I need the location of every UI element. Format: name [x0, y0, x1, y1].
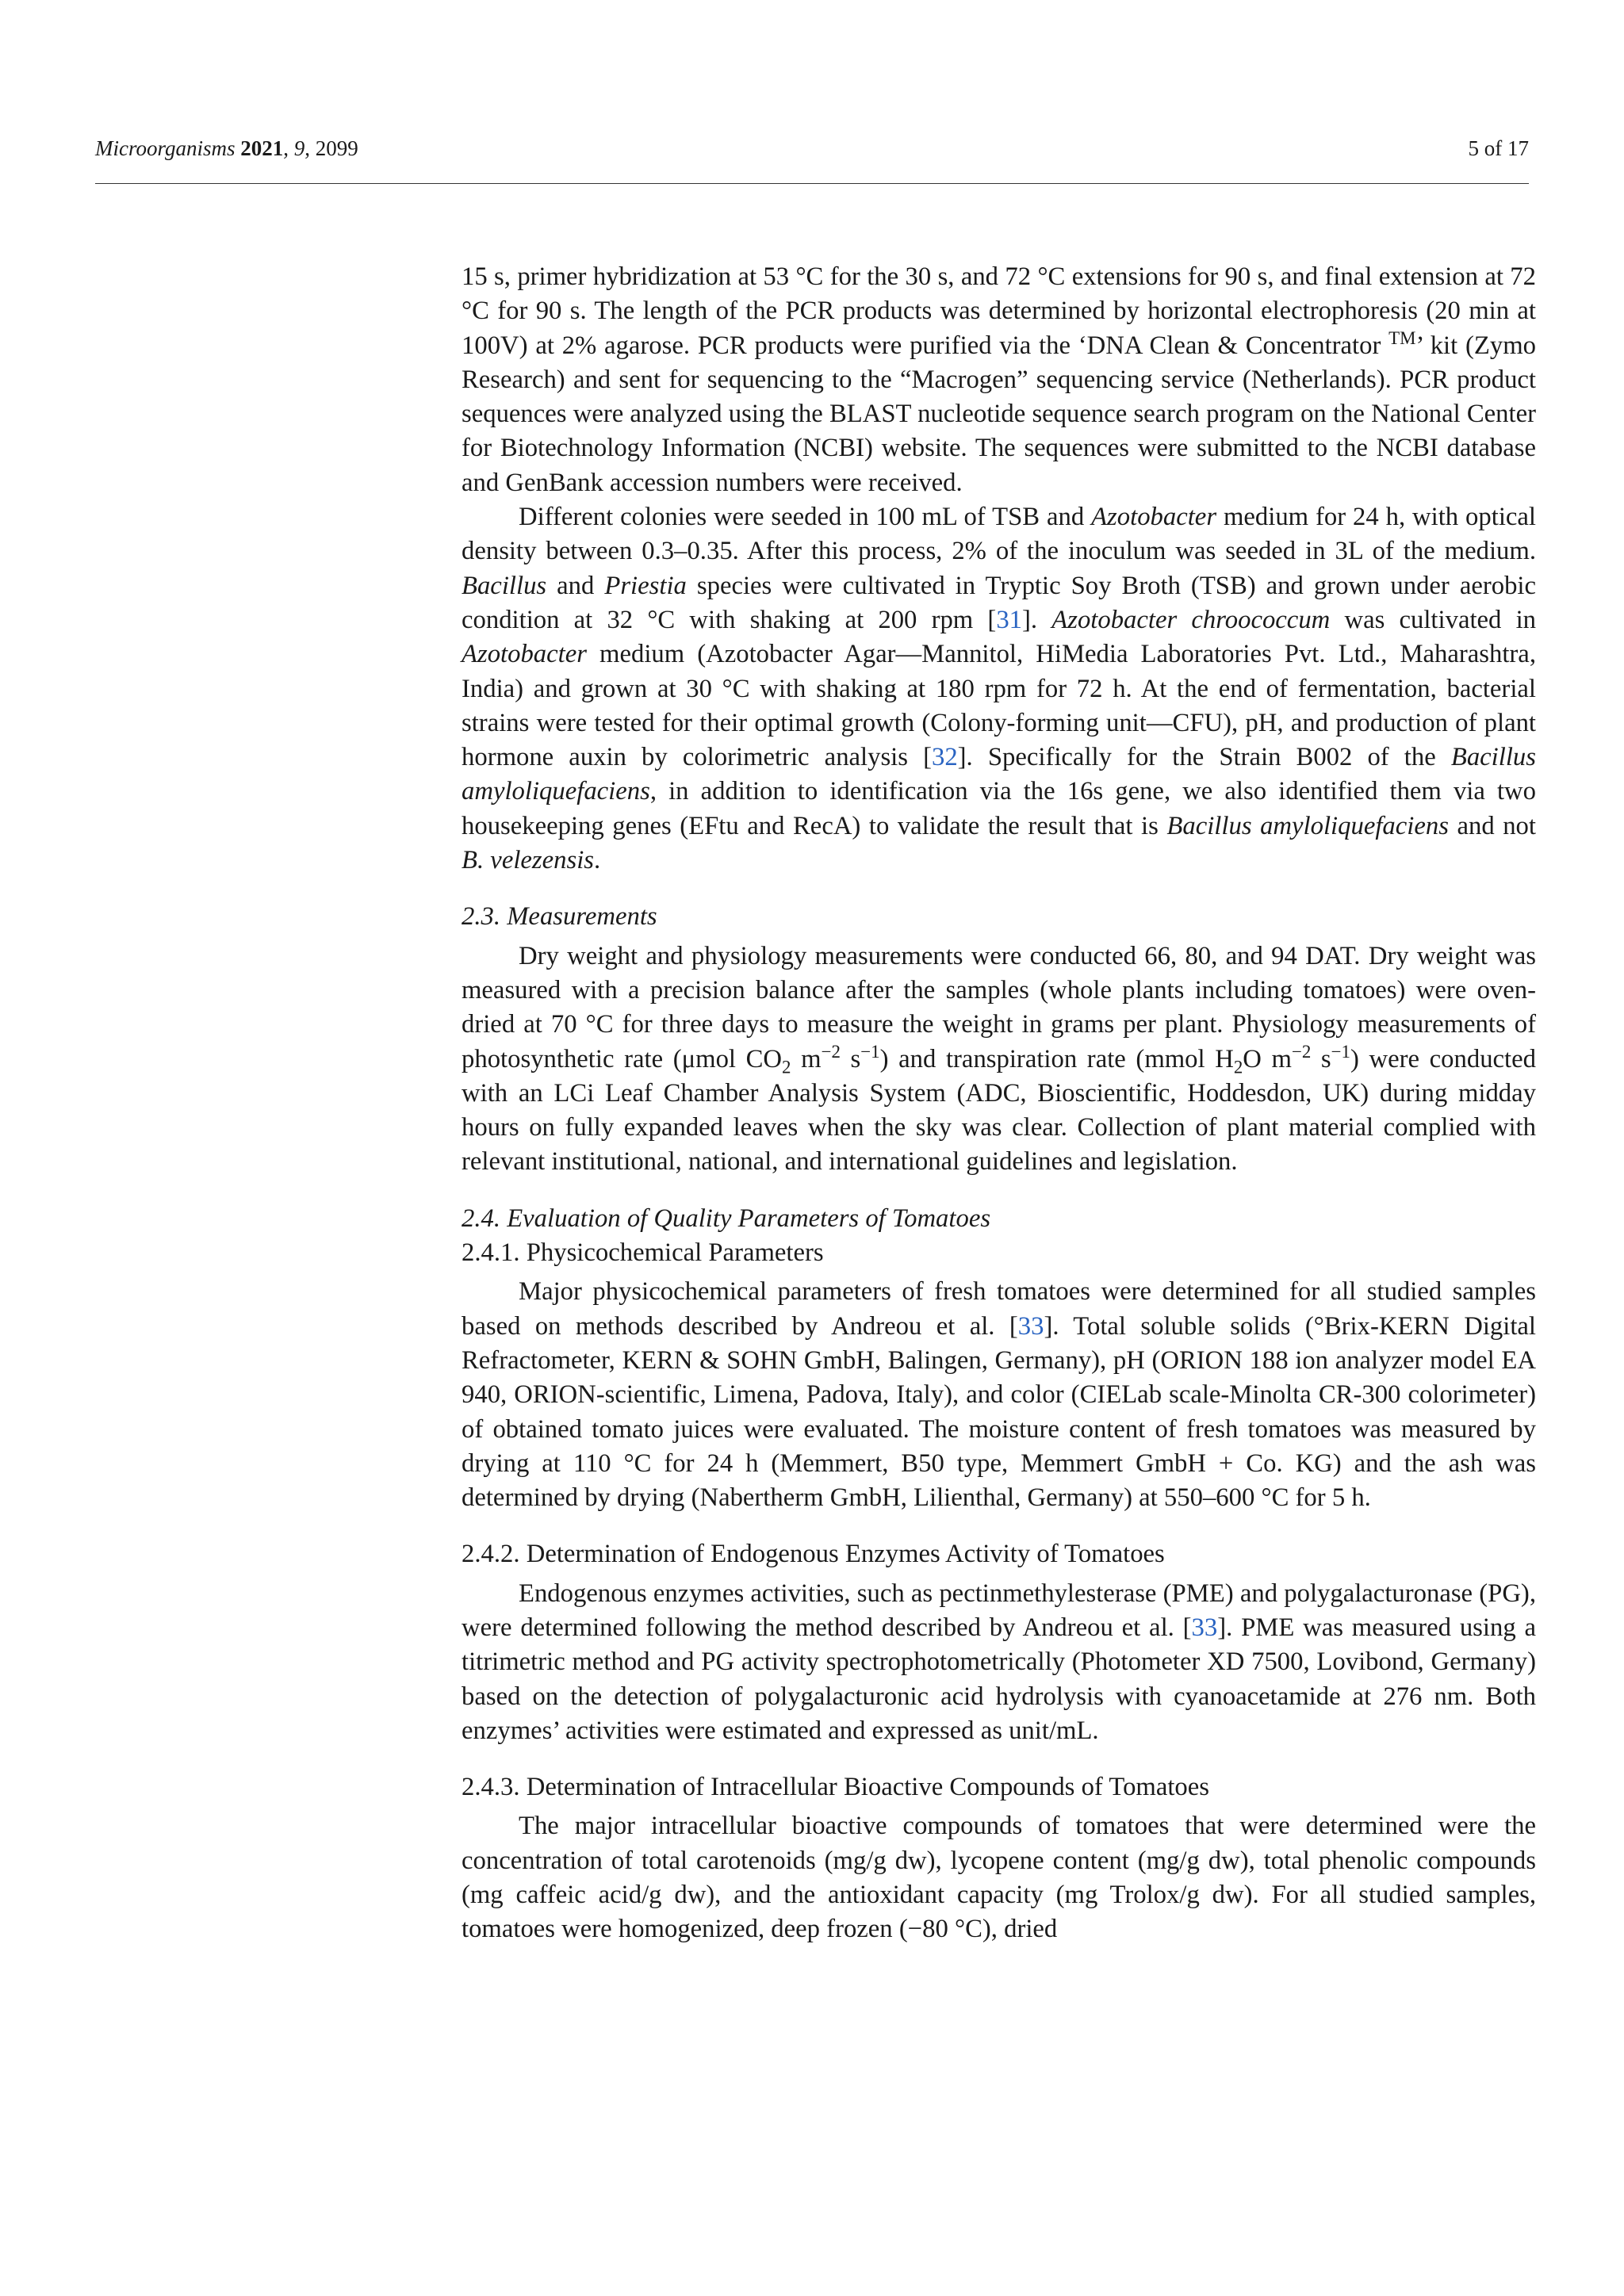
citation-link-31[interactable]: 31 [996, 605, 1022, 634]
paragraph-enzymes: Endogenous enzymes activities, such as pectinmethylesterase (PME) and polygalacturonase (PG), were determined following the method described by Andreou et al. [33]. PME was measured using a titrimetric method and PG activity spectrophotometrically (Photometer XD 7500, Lovibond, Germany) based on the detection of polygalacturonic acid hydrolysis with cyanoacetamide at 276 nm. Both enzymes’ activities were estimated and expressed as unit/mL. [462, 1578, 1536, 1745]
page-number: 5 of 17 [1468, 136, 1529, 160]
subsection-heading-bioactive: 2.4.3. Determination of Intracellular Bioactive Compounds of Tomatoes [462, 1773, 1210, 1802]
section-heading-quality: 2.4. Evaluation of Quality Parameters of Tomatoes [462, 1203, 991, 1233]
journal-volume: 9 [293, 136, 305, 160]
citation-link-33[interactable]: 33 [1017, 1311, 1044, 1341]
section-heading-measurements: 2.3. Measurements [462, 902, 657, 932]
subsection-heading-enzymes: 2.4.2. Determination of Endogenous Enzymes Activity of Tomatoes [462, 1540, 1165, 1569]
citation-line: Microorganisms 2021, 9, 2099 [95, 136, 358, 160]
paragraph-bioactive: The major intracellular bioactive compounds of tomatoes that were determined were the concentration of total carotenoids (mg/g dw), lycopene content (mg/g dw), total phenolic compounds (mg caffeic acid/g dw), and the antioxidant capacity (mg Trolox/g dw). For all studied samples, tomatoes were homogenized, deep frozen (−80 °C), dried [462, 1812, 1536, 1944]
running-header [95, 136, 1529, 173]
subsection-heading-physicochemical: 2.4.1. Physicochemical Parameters [462, 1238, 824, 1268]
paragraph-pcr: 15 s, primer hybridization at 53 °C for the 30 s, and 72 °C extensions for 90 s, and final extension at 72 °C for 90 s. The length of the PCR products was determined by horizontal electrophoresis (20 min at 100V) at 2% agarose. PCR products were purified via the ‘DNA Clean & Concentrator ™’ kit (Zymo Research) and sent for sequencing to the “Macrogen” sequencing service (Netherlands). PCR product sequences were analyzed using the BLAST nucleotide sequence search program on the National Center for Biotechnology Information (NCBI) website. The sequences were submitted to the NCBI database and GenBank accession numbers were received. [462, 262, 1536, 497]
article-body [462, 260, 1536, 1947]
citation-link-33[interactable]: 33 [1191, 1613, 1218, 1642]
trademark-mark: TM [1388, 327, 1416, 348]
journal-year: 2021 [240, 136, 284, 160]
article-number: 2099 [315, 136, 358, 160]
citation-link-32[interactable]: 32 [931, 743, 958, 772]
paragraph-cultivation: Different colonies were seeded in 100 mL of TSB and Azotobacter medium for 24 h, with optical density between 0.3–0.35. After this process, 2% of the inoculum was seeded in 3L of the medium. Bacillus and Priestia species were cultivated in Tryptic Soy Broth (TSB) and grown under aerobic condition at 32 °C with shaking at 200 rpm [31]. Azotobacter chroococcum was cultivated in Azotobacter medium (Azotobacter Agar—Mannitol, HiMedia Laboratories Pvt. Ltd., Maharashtra, India) and grown at 30 °C with shaking at 180 rpm for 72 h. At the end of fermentation, bacterial strains were tested for their optimal growth (Colony-forming unit—CFU), pH, and production of plant hormone auxin by colorimetric analysis [32]. Specifically for the Strain B002 of the Bacillus amyloliquefaciens, in addition to identification via the 16s gene, we also identified them via two housekeeping genes (EFtu and RecA) to validate the result that is Bacillus amyloliquefaciens and not B. velezensis. [462, 503, 1537, 875]
paragraph-measurements: Dry weight and physiology measurements were conducted 66, 80, and 94 DAT. Dry weight was measured with a precision balance after the samples (whole plants including tomatoes) were oven-dried at 70 °C for three days to measure the weight in grams per plant. Physiology measurements of photosynthetic rate (μmol $CO_2$ $m^{-2}$ $s^{-1}$) and transpiration rate (mmol $H_2O$ $m^{-2}$ $s^{-1}$) were conducted with an LCi Leaf Chamber Analysis System (ADC, Bioscientific, Hoddesdon, UK) during midday hours on fully expanded leaves when the sky was clear. Collection of plant material complied with relevant institutional, national, and international guidelines and legislation. [462, 941, 1536, 1177]
journal-name: Microorganisms [95, 136, 236, 160]
header-rule [95, 183, 1529, 184]
paragraph-physicochemical: Major physicochemical parameters of fresh tomatoes were determined for all studied samples based on methods described by Andreou et al. [33]. Total soluble solids (°Brix-KERN Digital Refractometer, KERN & SOHN GmbH, Balingen, Germany), pH (ORION 188 ion analyzer model EA 940, ORION-scientific, Limena, Padova, Italy), and color (CIELab scale-Minolta CR-300 colorimeter) of obtained tomato juices were evaluated. The moisture content of fresh tomatoes was measured by drying at 110 °C for 24 h (Memmert, B50 type, Memmert GmbH + Co. KG) and the ash was determined by drying (Nabertherm GmbH, Lilienthal, Germany) at 550–600 °C for 5 h. [462, 1277, 1536, 1513]
